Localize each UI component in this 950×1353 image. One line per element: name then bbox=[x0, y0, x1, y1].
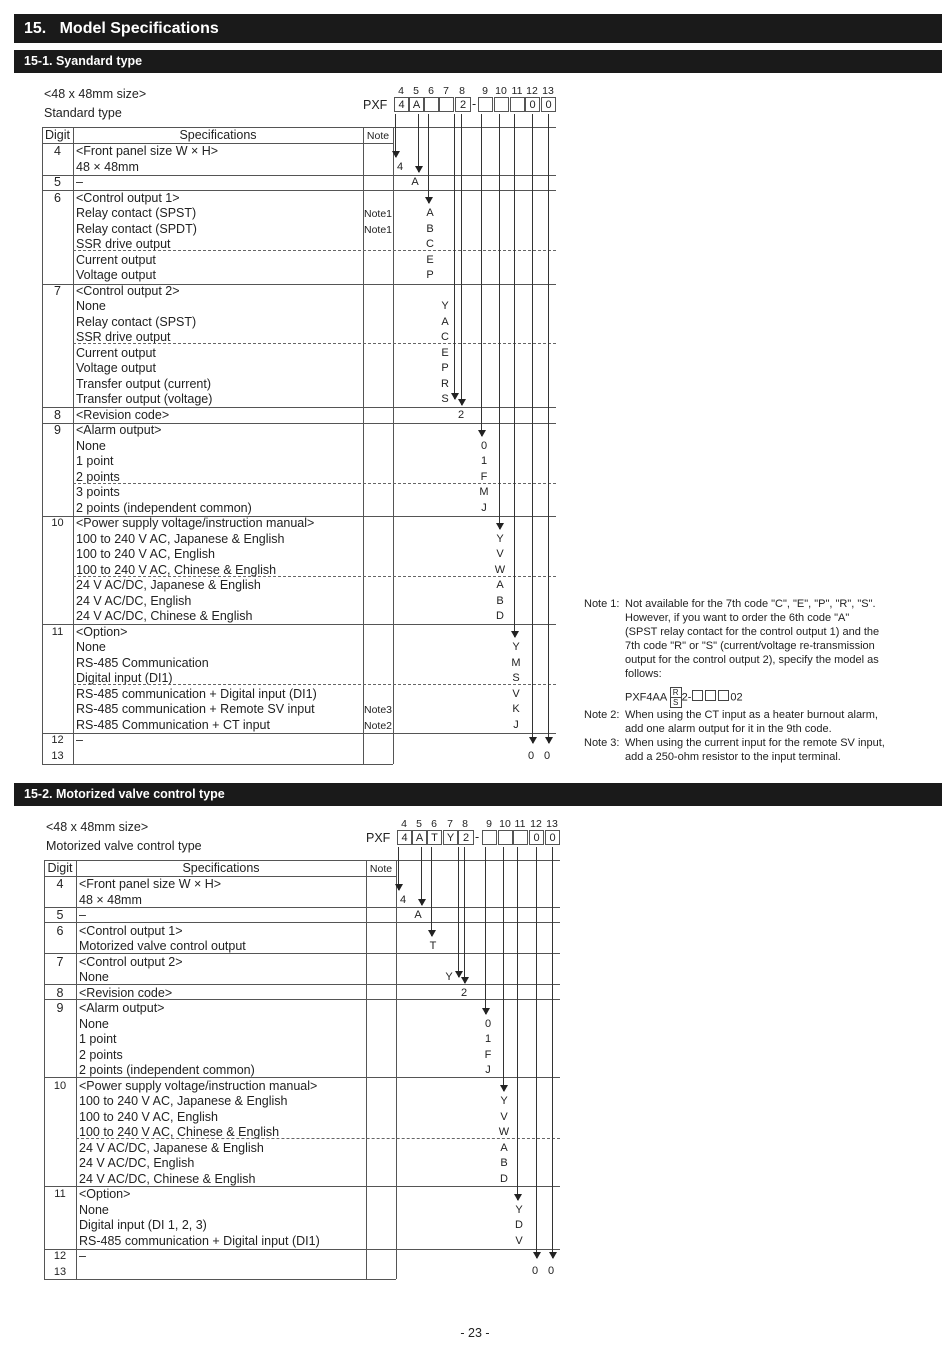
spec-line: 2 points (independent common) bbox=[76, 500, 252, 515]
digit-number: 11 bbox=[511, 85, 523, 97]
row-separator bbox=[44, 999, 560, 1000]
table-border bbox=[393, 127, 394, 764]
spec-line: 2 points bbox=[79, 1047, 123, 1062]
spec-line: RS-485 Communication bbox=[76, 655, 209, 670]
option-code: V bbox=[500, 1110, 508, 1123]
down-arrow-icon bbox=[421, 847, 422, 905]
model-code-box bbox=[482, 830, 497, 845]
group-divider bbox=[73, 684, 556, 685]
option-code: A bbox=[500, 1141, 508, 1154]
option-code: C bbox=[426, 238, 434, 250]
spec-line: <Front panel size W × H> bbox=[79, 877, 222, 891]
row-separator bbox=[44, 1186, 560, 1187]
option-code: Y bbox=[515, 1203, 523, 1216]
spec-line: 24 V AC/DC, English bbox=[79, 1156, 195, 1170]
type-label: Motorized valve control type bbox=[46, 839, 202, 853]
group-divider bbox=[73, 576, 556, 577]
note-1-line: output for the control output 2), specify the model as bbox=[625, 654, 879, 666]
model-code-box: Y bbox=[443, 830, 458, 845]
spec-line: <Control output 1> bbox=[79, 923, 183, 938]
model-code-box: 2 bbox=[455, 97, 471, 112]
down-arrow-icon bbox=[458, 847, 459, 977]
option-code: T bbox=[429, 940, 437, 952]
col-header-digit: Digit bbox=[44, 128, 70, 142]
spec-line: 48 × 48mm bbox=[79, 892, 142, 907]
down-arrow-icon bbox=[548, 114, 549, 743]
model-code-box: 2 bbox=[458, 830, 474, 845]
digit-number: 12 bbox=[530, 818, 542, 830]
note-1-line: 7th code "R" or "S" (current/voltage re-transmission bbox=[625, 640, 875, 652]
row-separator bbox=[42, 516, 556, 517]
spec-line: 100 to 240 V AC, English bbox=[79, 1109, 218, 1124]
row-digit: 9 bbox=[56, 1001, 64, 1015]
down-arrow-icon bbox=[454, 114, 455, 399]
option-code: 2 bbox=[460, 986, 468, 999]
blank-box bbox=[692, 690, 703, 701]
option-code: 0 bbox=[531, 1265, 539, 1277]
digit-number: 13 bbox=[542, 85, 554, 97]
spec-line: <Control output 2> bbox=[76, 283, 180, 298]
digit-number: 6 bbox=[428, 85, 434, 97]
model-dash: - bbox=[472, 97, 477, 111]
option-code: F bbox=[480, 470, 488, 483]
model-prefix: PXF bbox=[363, 98, 388, 112]
spec-line: 24 V AC/DC, Chinese & English bbox=[79, 1171, 256, 1186]
note-3-line: add a 250-ohm resistor to the input terminal. bbox=[625, 751, 841, 763]
spec-line: Current output bbox=[76, 345, 156, 360]
option-code: E bbox=[426, 253, 434, 266]
table-border bbox=[42, 127, 43, 764]
row-separator bbox=[44, 984, 560, 985]
spec-line: – bbox=[79, 1249, 86, 1263]
subsection-header-1: 15-1. Syandard type bbox=[14, 50, 942, 73]
note-1-line: follows: bbox=[625, 668, 662, 680]
down-arrow-icon bbox=[536, 847, 537, 1258]
spec-line: <Alarm output> bbox=[79, 1001, 165, 1015]
size-label: <48 x 48mm size> bbox=[46, 820, 149, 834]
note-2 bbox=[584, 708, 919, 736]
option-code: Y bbox=[441, 300, 449, 312]
down-arrow-icon bbox=[503, 847, 504, 1091]
option-code: P bbox=[441, 362, 449, 374]
model-suffix: 02 bbox=[730, 691, 743, 704]
row-digit: 6 bbox=[56, 923, 64, 938]
col-header-digit: Digit bbox=[47, 861, 73, 875]
spec-line: RS-485 Communication + CT input bbox=[76, 717, 270, 732]
digit-number: 6 bbox=[431, 818, 437, 830]
spec-line: Transfer output (current) bbox=[76, 376, 212, 391]
spec-line: 100 to 240 V AC, Chinese & English bbox=[76, 562, 277, 577]
spec-line: <Revision code> bbox=[76, 407, 170, 422]
digit-number: 5 bbox=[413, 85, 419, 97]
model-code-box bbox=[478, 97, 493, 112]
spec-line: 3 points bbox=[76, 485, 120, 499]
option-code: B bbox=[426, 222, 434, 235]
col-header-spec: Specifications bbox=[182, 861, 260, 875]
note-1-line: However, if you want to order the 6th code "A" bbox=[625, 612, 850, 624]
row-separator bbox=[44, 953, 560, 954]
spec-line: 100 to 240 V AC, English bbox=[76, 547, 215, 561]
digit-number: 13 bbox=[546, 818, 558, 830]
spec-line: Current output bbox=[76, 252, 156, 267]
row-digit: 9 bbox=[54, 423, 61, 437]
option-code: P bbox=[426, 269, 434, 281]
down-arrow-icon bbox=[485, 847, 486, 1014]
row-digit: 8 bbox=[54, 407, 61, 422]
row-separator bbox=[44, 1077, 560, 1078]
row-separator bbox=[42, 175, 556, 176]
table-border bbox=[42, 764, 393, 765]
section-header bbox=[14, 14, 942, 43]
spec-line: Relay contact (SPST) bbox=[76, 314, 197, 329]
option-code: Y bbox=[500, 1095, 508, 1107]
digit-number: 10 bbox=[499, 818, 511, 830]
option-code: S bbox=[512, 672, 520, 684]
model-code-box: 4 bbox=[397, 830, 412, 845]
note-ref: Note1 bbox=[364, 208, 393, 220]
spec-line: 100 to 240 V AC, Japanese & English bbox=[76, 531, 285, 546]
option-code: D bbox=[500, 1172, 508, 1185]
option-code: A bbox=[414, 909, 422, 921]
row-digit: 11 bbox=[51, 625, 64, 638]
spec-line: 1 point bbox=[79, 1032, 117, 1046]
spec-line: None bbox=[79, 1202, 109, 1217]
model-code-box: A bbox=[409, 97, 424, 112]
row-separator bbox=[42, 733, 556, 734]
model-code-box bbox=[513, 830, 528, 845]
option-code: V bbox=[515, 1234, 523, 1247]
spec-line: None bbox=[79, 1016, 109, 1031]
digit-number: 7 bbox=[447, 818, 453, 830]
spec-line: SSR drive output bbox=[76, 330, 171, 344]
spec-line: None bbox=[76, 299, 106, 313]
subsection-header-2: 15-2. Motorized valve control type bbox=[14, 783, 942, 806]
spec-line: Transfer output (voltage) bbox=[76, 392, 213, 406]
spec-line: <Option> bbox=[76, 624, 128, 639]
note-1-line: (SPST relay contact for the control output 1) and the bbox=[625, 626, 880, 638]
option-code: V bbox=[512, 687, 520, 700]
table-border bbox=[44, 1279, 396, 1280]
note-ref: Note2 bbox=[364, 719, 393, 732]
row-digit: 13 bbox=[53, 1265, 67, 1278]
model-code-box bbox=[424, 97, 439, 112]
option-code: S bbox=[441, 393, 449, 405]
model-code-box: 0 bbox=[545, 830, 560, 845]
spec-line: RS-485 communication + Remote SV input bbox=[76, 702, 315, 716]
model-code-box: T bbox=[427, 830, 442, 845]
group-divider bbox=[73, 483, 556, 484]
spec-line: SSR drive output bbox=[76, 237, 171, 251]
option-code: E bbox=[441, 346, 449, 359]
down-arrow-icon bbox=[395, 114, 396, 157]
spec-line: 100 to 240 V AC, Chinese & English bbox=[79, 1125, 280, 1139]
row-separator bbox=[44, 1249, 560, 1250]
option-code: J bbox=[481, 501, 487, 514]
spec-line: <Alarm output> bbox=[76, 423, 162, 437]
option-code: B bbox=[496, 594, 504, 607]
code-s: S bbox=[672, 698, 679, 707]
r-s-selector bbox=[670, 687, 682, 708]
spec-line: RS-485 communication + Digital input (DI1) bbox=[76, 686, 317, 701]
model-prefix: PXF4AA bbox=[625, 691, 667, 704]
down-arrow-icon bbox=[418, 114, 419, 172]
spec-line: 24 V AC/DC, English bbox=[76, 593, 192, 608]
model-code-box bbox=[498, 830, 513, 845]
spec-line: <Option> bbox=[79, 1187, 131, 1201]
spec-line: Voltage output bbox=[76, 361, 156, 375]
spec-line: Relay contact (SPDT) bbox=[76, 221, 197, 236]
row-separator bbox=[42, 284, 556, 285]
option-code: K bbox=[512, 703, 520, 715]
digit-number: 10 bbox=[495, 85, 507, 97]
note-3-label: Note 3: bbox=[584, 737, 620, 749]
model-mid: 2- bbox=[681, 691, 692, 704]
digit-number: 9 bbox=[486, 818, 492, 830]
option-code: D bbox=[496, 610, 504, 622]
group-divider bbox=[76, 1138, 560, 1139]
down-arrow-icon bbox=[461, 114, 462, 405]
table-border bbox=[73, 127, 74, 764]
spec-line: 24 V AC/DC, Japanese & English bbox=[79, 1140, 264, 1155]
note-3-line: When using the current input for the remote SV input, bbox=[625, 737, 885, 749]
spec-line: Motorized valve control output bbox=[79, 939, 246, 953]
model-code-box: 0 bbox=[541, 97, 556, 112]
row-separator bbox=[44, 922, 560, 923]
down-arrow-icon bbox=[532, 114, 533, 743]
digit-number: 4 bbox=[401, 818, 407, 830]
down-arrow-icon bbox=[398, 847, 399, 890]
spec-line: Voltage output bbox=[76, 268, 156, 282]
spec-line: – bbox=[76, 175, 83, 189]
option-code: J bbox=[485, 1064, 491, 1076]
option-code: A bbox=[411, 176, 419, 188]
option-code: Y bbox=[512, 641, 520, 653]
model-code-box: 4 bbox=[394, 97, 409, 112]
option-code: D bbox=[515, 1219, 523, 1231]
model-code-box bbox=[494, 97, 509, 112]
down-arrow-icon bbox=[499, 114, 500, 529]
note-1-model-code bbox=[625, 687, 919, 708]
type-label: Standard type bbox=[44, 106, 122, 120]
spec-line: 24 V AC/DC, Chinese & English bbox=[76, 609, 253, 623]
option-code: 0 bbox=[527, 750, 535, 762]
option-code: W bbox=[494, 563, 506, 576]
note-2-line: add one alarm output for it in the 9th code. bbox=[625, 723, 832, 735]
row-separator bbox=[42, 407, 556, 408]
option-code: F bbox=[484, 1048, 492, 1061]
spec-line: <Power supply voltage/instruction manual> bbox=[79, 1078, 318, 1093]
row-digit: 8 bbox=[56, 985, 64, 1000]
spec-line: 24 V AC/DC, Japanese & English bbox=[76, 578, 261, 592]
option-code: B bbox=[500, 1157, 508, 1169]
digit-number: 7 bbox=[443, 85, 449, 97]
digit-number: 4 bbox=[398, 85, 404, 97]
spec-line: – bbox=[79, 908, 86, 922]
row-digit: 7 bbox=[56, 954, 64, 969]
spec-line: None bbox=[76, 438, 106, 453]
option-code: A bbox=[441, 315, 449, 328]
down-arrow-icon bbox=[431, 847, 432, 936]
option-code: M bbox=[511, 656, 521, 669]
digit-number: 9 bbox=[482, 85, 488, 97]
option-code: 0 bbox=[543, 750, 551, 762]
option-code: R bbox=[441, 377, 449, 390]
row-digit: 13 bbox=[51, 749, 64, 762]
spec-line: <Power supply voltage/instruction manual> bbox=[76, 516, 315, 530]
note-1 bbox=[584, 597, 919, 708]
digit-number: 5 bbox=[416, 818, 422, 830]
spec-line: 100 to 240 V AC, Japanese & English bbox=[79, 1094, 288, 1108]
spec-line: None bbox=[79, 970, 109, 984]
option-code: 0 bbox=[484, 1017, 492, 1030]
spec-line: Digital input (DI 1, 2, 3) bbox=[79, 1218, 207, 1232]
down-arrow-icon bbox=[517, 847, 518, 1200]
group-divider bbox=[73, 343, 556, 344]
option-code: J bbox=[513, 718, 519, 731]
down-arrow-icon bbox=[464, 847, 465, 983]
spec-line: <Front panel size W × H> bbox=[76, 144, 219, 158]
spec-line: 48 × 48mm bbox=[76, 159, 139, 174]
row-digit: 4 bbox=[56, 877, 64, 891]
note-2-label: Note 2: bbox=[584, 709, 620, 721]
down-arrow-icon bbox=[428, 114, 429, 203]
spec-line: None bbox=[76, 640, 106, 654]
row-separator bbox=[44, 907, 560, 908]
digit-number: 12 bbox=[526, 85, 538, 97]
spec-line: Digital input (DI1) bbox=[76, 671, 173, 685]
row-digit: 12 bbox=[51, 734, 64, 746]
col-header-note: Note bbox=[366, 130, 390, 142]
model-code-box: 0 bbox=[529, 830, 544, 845]
down-arrow-icon bbox=[481, 114, 482, 436]
note-ref: Note1 bbox=[364, 223, 393, 236]
option-code: 1 bbox=[480, 455, 488, 467]
col-header-note: Note bbox=[369, 863, 393, 875]
section-title: Model Specifications bbox=[59, 20, 219, 37]
digit-number: 11 bbox=[514, 818, 526, 830]
note-ref: Note3 bbox=[364, 704, 393, 716]
note-1-label: Note 1: bbox=[584, 598, 620, 610]
spec-line: Relay contact (SPST) bbox=[76, 206, 197, 220]
digit-number: 8 bbox=[459, 85, 465, 97]
option-code: 0 bbox=[480, 439, 488, 452]
blank-box bbox=[705, 690, 716, 701]
spec-line: RS-485 communication + Digital input (DI1) bbox=[79, 1233, 320, 1248]
page-number: - 23 - bbox=[460, 1326, 490, 1340]
note-3 bbox=[584, 736, 919, 764]
row-digit: 5 bbox=[56, 908, 64, 922]
model-code-box bbox=[439, 97, 454, 112]
spec-line: – bbox=[76, 733, 83, 747]
option-code: 0 bbox=[547, 1265, 555, 1277]
model-dash: - bbox=[475, 830, 480, 844]
group-divider bbox=[73, 250, 556, 251]
spec-line: 1 point bbox=[76, 454, 114, 468]
option-code: Y bbox=[445, 971, 453, 983]
section-number: 15. bbox=[24, 20, 47, 37]
model-code-box: 0 bbox=[525, 97, 540, 112]
code-r: R bbox=[671, 688, 681, 698]
digit-number: 8 bbox=[462, 818, 468, 830]
row-digit: 11 bbox=[54, 1188, 66, 1200]
row-digit: 12 bbox=[53, 1250, 67, 1262]
row-digit: 10 bbox=[51, 517, 64, 529]
col-header-spec: Specifications bbox=[179, 128, 257, 142]
model-code-box: A bbox=[412, 830, 427, 845]
row-digit: 5 bbox=[54, 175, 61, 189]
spec-line: 2 points (independent common) bbox=[79, 1063, 255, 1077]
down-arrow-icon bbox=[552, 847, 553, 1258]
option-code: C bbox=[441, 331, 449, 343]
option-code: 2 bbox=[457, 408, 465, 421]
option-code: W bbox=[498, 1126, 510, 1138]
size-label: <48 x 48mm size> bbox=[44, 87, 147, 101]
option-code: V bbox=[496, 548, 504, 560]
note-1-line: Not available for the 7th code "C", "E", "P", "R", "S". bbox=[625, 598, 876, 610]
option-code: 4 bbox=[396, 160, 404, 173]
note-2-line: When using the CT input as a heater burnout alarm, bbox=[625, 709, 878, 721]
spec-line: <Revision code> bbox=[79, 985, 173, 1000]
spec-line: 2 points bbox=[76, 469, 120, 484]
row-separator bbox=[42, 423, 556, 424]
row-digit: 4 bbox=[54, 144, 61, 158]
row-separator bbox=[42, 190, 556, 191]
option-code: Y bbox=[496, 532, 504, 545]
row-separator bbox=[42, 624, 556, 625]
spec-line: <Control output 2> bbox=[79, 954, 183, 969]
blank-box bbox=[718, 690, 729, 701]
model-code-box bbox=[510, 97, 525, 112]
option-code: 4 bbox=[399, 893, 407, 906]
option-code: 1 bbox=[484, 1033, 492, 1045]
row-digit: 7 bbox=[54, 283, 61, 298]
option-code: M bbox=[479, 486, 489, 498]
spec-line: <Control output 1> bbox=[76, 190, 180, 205]
model-prefix: PXF bbox=[366, 831, 391, 845]
row-digit: 10 bbox=[53, 1079, 67, 1092]
option-code: A bbox=[496, 579, 504, 591]
row-digit: 6 bbox=[54, 190, 61, 205]
down-arrow-icon bbox=[514, 114, 515, 637]
option-code: A bbox=[426, 207, 434, 219]
